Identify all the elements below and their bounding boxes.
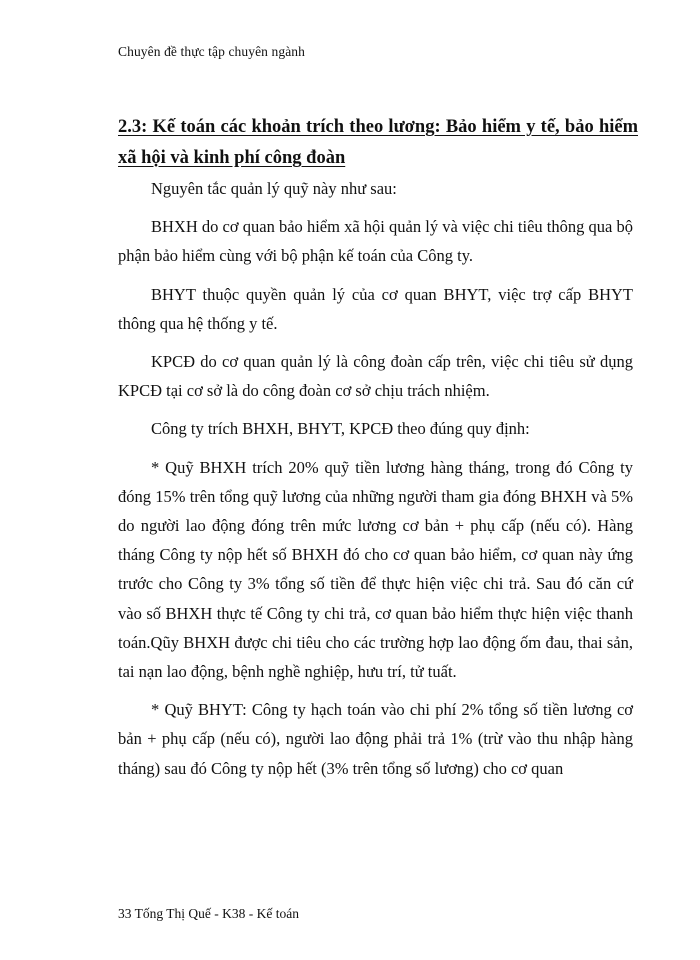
paragraph-company-rule: Công ty trích BHXH, BHYT, KPCĐ theo đúng quy định:: [151, 419, 530, 439]
paragraph-principle: Nguyên tắc quản lý quỹ này như sau:: [151, 179, 397, 198]
section-heading: 2.3: Kế toán các khoản trích theo lương: Bảo hiểm y tế, bảo hiểm xã hội và kinh phí công đoàn: [118, 117, 638, 168]
paragraph-kpcd-management: KPCĐ do cơ quan quản lý là công đoàn cấp trên, việc chi tiêu sử dụng KPCĐ tại cơ sở là do công đoàn cơ sở chịu trách nhiệm.: [118, 352, 633, 401]
page-footer: 33 Tống Thị Quế - K38 - Kế toán: [118, 906, 299, 921]
paragraph-bhyt-management: BHYT thuộc quyền quản lý của cơ quan BHYT, việc trợ cấp BHYT thông qua hệ thống y tế.: [118, 284, 633, 333]
paragraph-bhxh-management: BHXH do cơ quan bảo hiểm xã hội quản lý và việc chi tiêu thông qua bộ phận bảo hiểm cùng với bộ phận kế toán của Công ty.: [118, 217, 633, 266]
page-header: Chuyên đề thực tập chuyên ngành: [118, 44, 305, 59]
body-text: [118, 174, 633, 792]
paragraph-bhxh-fund: * Quỹ BHXH trích 20% quỹ tiền lương hàng tháng, trong đó Công ty đóng 15% trên tổng quỹ lương của những người tham gia đóng BHXH và 5% do người lao động đóng trên mức lương cơ bản + phụ cấp (nếu có). Hàng tháng Công ty nộp hết số BHXH đó cho cơ quan bảo hiểm, cơ quan này ứng trước cho Công ty 3% tổng số tiền để thực hiện việc chi trả. Sau đó căn cứ vào số BHXH thực tế Công ty chi trả, cơ quan bảo hiểm thực hiện việc thanh toán.Qũy BHXH được chi tiêu cho các trường hợp lao động ốm đau, thai sản, tai nạn lao động, bệnh nghề nghiệp, hưu trí, tử tuất.: [118, 457, 633, 682]
paragraph-bhyt-fund: * Quỹ BHYT: Công ty hạch toán vào chi phí 2% tổng số tiền lương cơ bản + phụ cấp (nếu có), người lao động phải trả 1% (trừ vào thu nhập hàng tháng) sau đó Công ty nộp hết (3% trên tổng số lương) cho cơ quan: [118, 700, 633, 778]
